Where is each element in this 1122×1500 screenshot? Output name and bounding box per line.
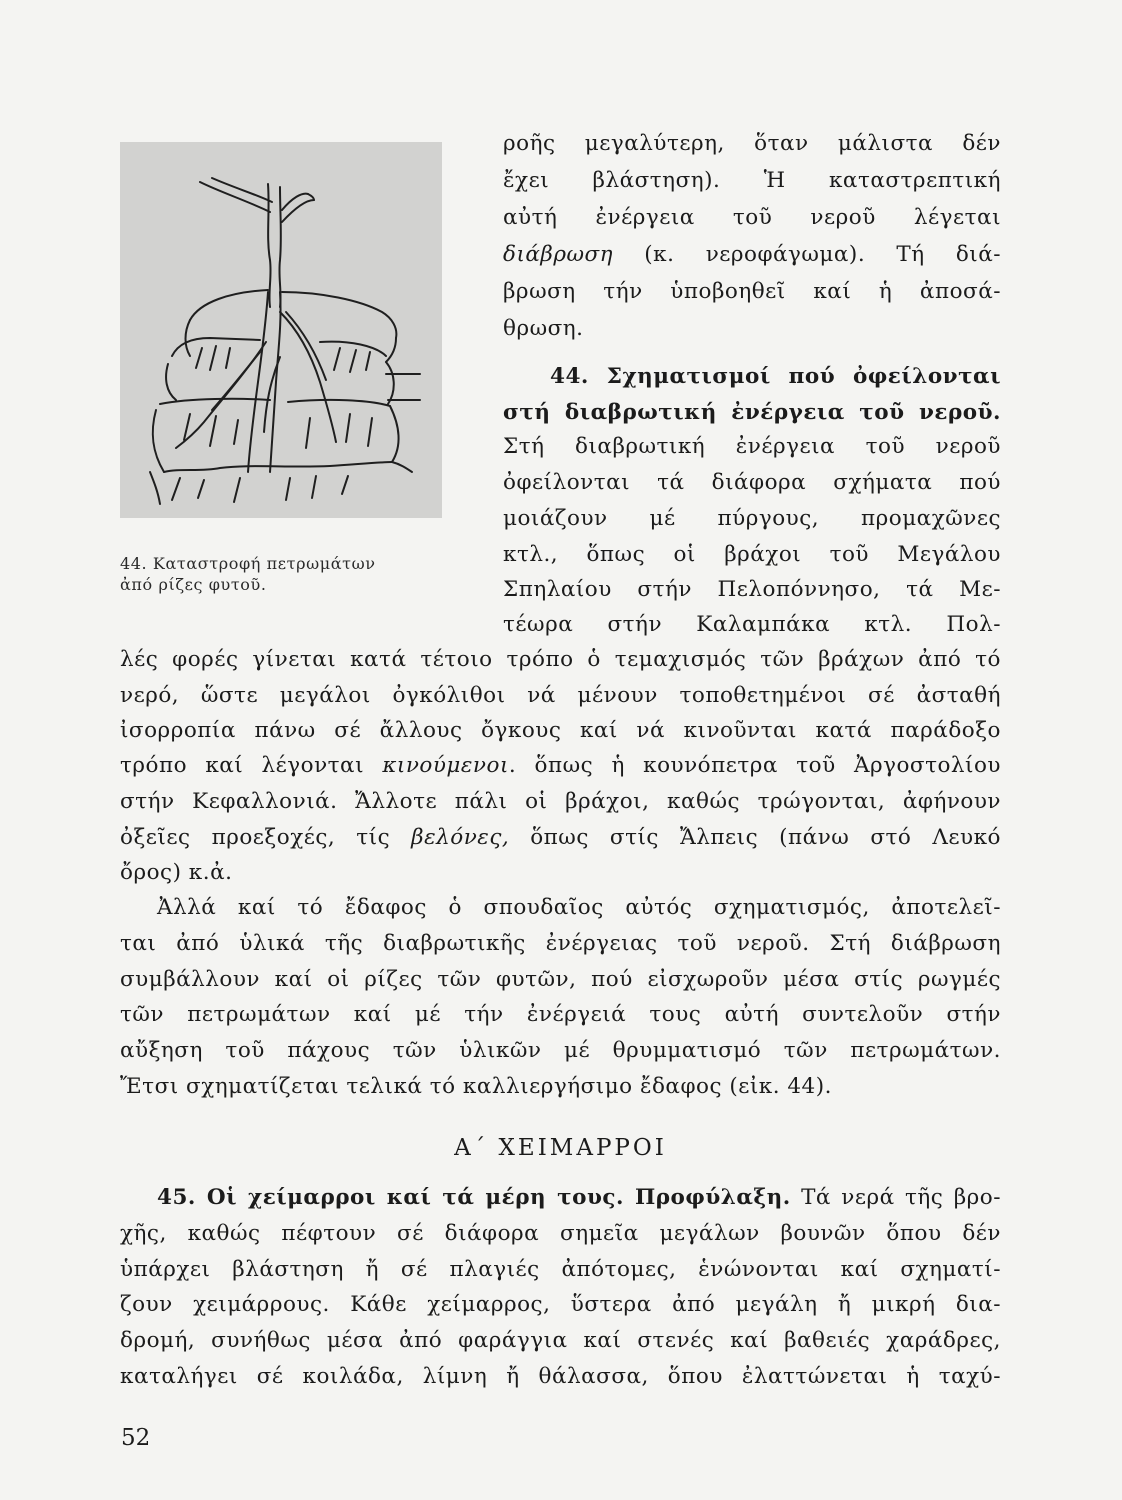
text-line: νερό, ὥστε μεγάλοι ὀγκόλιθοι νά μένουν τοποθετημένοι σέ ἀσταθή xyxy=(120,683,1001,708)
text-line: χῆς, καθώς πέφτουν σέ διάφορα σημεῖα μεγάλων βουνῶν ὅπου δέν xyxy=(120,1221,1001,1246)
text-line: ἰσορροπία πάνω σέ ἄλλους ὄγκους καί νά κινοῦνται κατά παράδοξο xyxy=(120,718,1001,743)
text-span: . ὅπως ἡ κουνόπετρα τοῦ Ἀργοστολίου xyxy=(508,753,1001,778)
text-span: τρόπο καί λέγονται xyxy=(120,753,383,778)
text-span: ὅπως στίς Ἄλπεις (πάνω στό Λευκό xyxy=(509,825,1001,850)
text-line: ὑπάρχει βλάστηση ἤ σέ πλαγιές ἀπότομες, ἑνώνονται καί σχηματί- xyxy=(120,1257,1001,1282)
text-span: (κ. νεροφάγωμα). Τή διά- xyxy=(613,242,1001,267)
text-line: Σπηλαίου στήν Πελοπόννησο, τά Με- xyxy=(503,577,1001,602)
text-line xyxy=(157,1182,1001,1214)
text-span: ὀξεῖες προεξοχές, τίς xyxy=(120,825,412,850)
text-line: στήν Κεφαλλονιά. Ἄλλοτε πάλι οἱ βράχοι, καθώς τρώγονται, ἀφήνουν xyxy=(120,789,1001,814)
text-line: θρωση. xyxy=(503,316,584,341)
text-line: Στή διαβρωτική ἐνέργεια τοῦ νεροῦ xyxy=(503,434,1001,459)
text-line: ται ἀπό ὑλικά τῆς διαβρωτικῆς ἐνέργειας τοῦ νεροῦ. Στή διάβρωση xyxy=(120,931,1001,956)
figure-44-illustration xyxy=(120,142,442,518)
text-line: μοιάζουν μέ πύργους, προμαχῶνες xyxy=(503,506,1001,531)
text-line: δρομή, συνήθως μέσα ἀπό φαράγγια καί στενές καί βαθειές χαράδρες, xyxy=(120,1328,1001,1353)
text-line: λές φορές γίνεται κατά τέτοιο τρόπο ὁ τεμαχισμός τῶν βράχων ἀπό τό xyxy=(120,647,1001,672)
text-line: συμβάλλουν καί οἱ ρίζες τῶν φυτῶν, πού εἰσχωροῦν μέσα στίς ρωγμές xyxy=(120,967,1001,992)
figure-caption-line: 44. Καταστροφή πετρωμάτων xyxy=(120,554,376,573)
section-heading: Α΄ ΧΕΙΜΑΡΡΟΙ xyxy=(454,1135,667,1161)
text-line: ροῆς μεγαλύτερη, ὅταν μάλιστα δέν xyxy=(503,131,1001,156)
text-line: καταλήγει σέ κοιλάδα, λίμνη ἤ θάλασσα, ὅπου ἐλαττώνεται ἡ ταχύ- xyxy=(120,1364,1001,1389)
text-line xyxy=(120,750,1001,782)
text-line: ἔχει βλάστηση). Ἡ καταστρεπτική xyxy=(503,168,1001,193)
term-kinoumenoi: κινούμενοι xyxy=(382,753,509,778)
text-line: αὔξηση τοῦ πάχους τῶν ὑλικῶν μέ θρυμματισμό τῶν πετρωμάτων. xyxy=(120,1038,1001,1063)
figure-caption xyxy=(120,553,450,595)
term-velones: βελόνες, xyxy=(411,825,510,850)
text-span: Τά νερά τῆς βρο- xyxy=(790,1185,1001,1210)
text-line xyxy=(120,822,1001,854)
text-line: βρωση τήν ὑποβοηθεῖ καί ἡ ἀποσά- xyxy=(503,279,1001,304)
text-line: ὀφείλονται τά διάφορα σχήματα πού xyxy=(503,470,1001,495)
figure-caption-line: ἀπό ρίζες φυτοῦ. xyxy=(120,575,267,594)
text-line: κτλ., ὅπως οἱ βράχοι τοῦ Μεγάλου xyxy=(503,542,1001,567)
section-45-heading: 45. Οἱ χείμαρροι καί τά μέρη τους. Προφύλαξη. xyxy=(157,1185,791,1210)
text-line: Ἀλλά καί τό ἔδαφος ὁ σπουδαῖος αὐτός σχηματισμός, ἀποτελεῖ- xyxy=(157,895,1001,920)
text-line: ζουν χειμάρρους. Κάθε χείμαρρος, ὕστερα ἀπό μεγάλη ἤ μικρή δια- xyxy=(120,1292,1001,1317)
text-line: ὄρος) κ.ἀ. xyxy=(120,860,233,885)
tree-roots-in-rock-drawing xyxy=(120,142,442,518)
page-number: 52 xyxy=(121,1425,151,1451)
text-line: Ἔτσι σχηματίζεται τελικά τό καλλιεργήσιμο ἔδαφος (εἰκ. 44). xyxy=(120,1074,832,1099)
text-line: τῶν πετρωμάτων καί μέ τήν ἐνέργειά τους αὐτή συντελοῦν στήν xyxy=(120,1002,1001,1027)
text-line: τέωρα στήν Καλαμπάκα κτλ. Πολ- xyxy=(503,612,1001,637)
section-44-heading: στή διαβρωτική ἐνέργεια τοῦ νεροῦ. xyxy=(503,400,1001,425)
text-line xyxy=(503,239,1001,271)
section-44-heading: 44. Σχηματισμοί πού ὀφείλονται xyxy=(550,364,1001,389)
term-diavrosi: διάβρωση xyxy=(503,242,614,267)
text-line: αὐτή ἐνέργεια τοῦ νεροῦ λέγεται xyxy=(503,205,1001,230)
